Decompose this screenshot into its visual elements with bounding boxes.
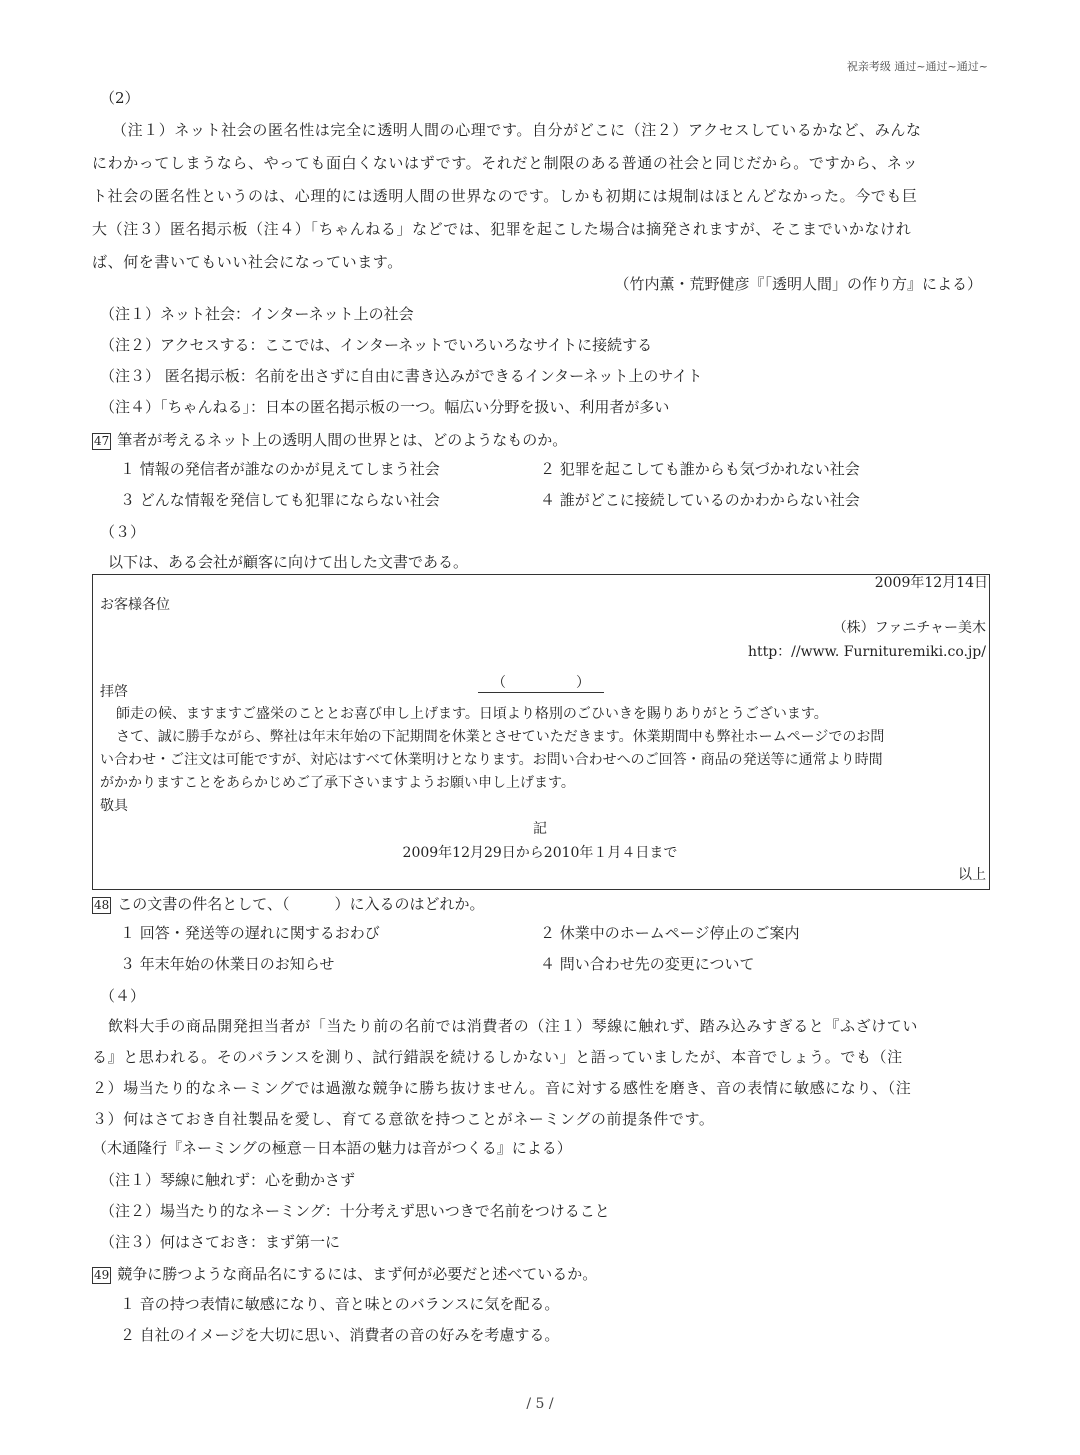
letter-period: 2009年12月29日から2010年１月４日まで — [402, 845, 678, 861]
option-3: ３ 年末年始の休業日のお知らせ — [120, 955, 335, 973]
option-1: １ 音の持つ表情に敏感になり、音と味とのバランスに気を配る。 — [120, 1295, 560, 1313]
question-text: 筆者が考えるネット上の透明人間の世界とは、どのようなものか。 — [117, 431, 568, 449]
option-2: ２ 犯罪を起こしても誰からも気づかれない社会 — [540, 460, 860, 478]
letter-ijo: 以上 — [958, 867, 986, 883]
section-2-paragraph-line: にわかってしまうなら、やっても面白くないはずです。それだと制限のある普通の社会と同じだから。ですから、ネッ — [92, 154, 919, 172]
letter-company: （株）ファニチャー美木 — [832, 620, 986, 636]
section-4-source: （木通隆行『ネーミングの極意－日本語の魅力は音がつくる』による） — [92, 1139, 572, 1157]
section-2-paragraph-line: ト社会の匿名性というのは、心理的には透明人間の世界なのです。しかも初期には規制はほとんどなかった。今でも巨 — [92, 187, 918, 205]
letter-opening: 拝啓 — [100, 684, 128, 700]
question-47 — [92, 430, 567, 450]
question-49 — [92, 1264, 597, 1284]
section-2-note: （注１）ネット社会：インターネット上の社会 — [100, 305, 414, 323]
section-4-paragraph-line: 飲料大手の商品開発担当者が「当たり前の名前では消費者の（注１）琴線に触れず、踏み込みすぎると『ふざけてい — [108, 1017, 919, 1035]
section-3-intro: 以下は、ある会社が顧客に向けて出した文書である。 — [108, 553, 469, 571]
letter-body-line: さて、誠に勝手ながら、弊社は年末年始の下記期間を休業とさせていただきます。休業期間中も弊社ホームページでのお問 — [116, 729, 885, 745]
section-4-note: （注１）琴線に触れず：心を動かさず — [100, 1171, 356, 1189]
letter-closing: 敬具 — [100, 798, 128, 814]
letter-date: 2009年12月14日 — [874, 575, 988, 591]
letter-url: http：//www. Furnituremiki.co.jp/ — [747, 644, 986, 660]
letter-body-line: 師走の候、ますますご盛栄のこととお喜び申し上げます。日頃より格別のごひいきを賜りありがとうございます。 — [116, 706, 828, 722]
section-2-note: （注２）アクセスする：ここでは、インターネットでいろいろなサイトに接続する — [100, 336, 653, 354]
option-4: ４ 問い合わせ先の変更について — [540, 955, 755, 973]
letter-title-blank: （ ） — [478, 674, 604, 693]
section-2-note: （注３） 匿名掲示板：名前を出さずに自由に書き込みができるインターネット上のサイト — [100, 367, 703, 385]
section-4-note: （注２）場当たり的なネーミング：十分考えず思いつきで名前をつけること — [100, 1202, 610, 1220]
letter-ki: 記 — [533, 821, 547, 837]
section-2-label: （2） — [100, 89, 140, 107]
section-4-paragraph-line: ３）何はさておき自社製品を愛し、育てる意欲を持つことがネーミングの前提条件です。 — [92, 1110, 715, 1128]
option-1: １ 情報の発信者が誰なのかが見えてしまう社会 — [120, 460, 440, 478]
question-number: 49 — [94, 1268, 110, 1282]
section-2-paragraph-line: 大（注３）匿名掲示板（注４）「ちゃんねる」などでは、犯罪を起こした場合は摘発されますが、そこまでいかなけれ — [92, 220, 912, 238]
letter-body-line: がかかりますことをあらかじめご了承下さいますようお願い申し上げます。 — [100, 775, 575, 791]
option-3: ３ どんな情報を発信しても犯罪にならない社会 — [120, 491, 440, 509]
question-48 — [92, 894, 484, 914]
section-2-paragraph-line: （注１）ネット社会の匿名性は完全に透明人間の心理です。自分がどこに（注２）アクセスしているかなど、みんな — [112, 121, 922, 139]
option-2: ２ 自社のイメージを大切に思い、消費者の音の好みを考慮する。 — [120, 1326, 560, 1344]
page-number: / 5 / — [526, 1396, 554, 1412]
option-2: ２ 休業中のホームページ停止のご案内 — [540, 924, 800, 942]
section-4-label: （４） — [100, 987, 146, 1005]
letter-body-line: い合わせ・ご注文は可能ですが、対応はすべて休業明けとなります。お問い合わせへのご回答・商品の発送等に通常より時間 — [100, 752, 883, 768]
section-3-label: （３） — [100, 523, 146, 541]
option-1: １ 回答・発送等の遅れに関するおわび — [120, 924, 380, 942]
section-2-source: （竹内薫・荒野健彦『「透明人間」の作り方』による） — [614, 275, 982, 293]
section-4-note: （注３）何はさておき：まず第一に — [100, 1233, 341, 1251]
section-2-paragraph-line: ば、何を書いてもいい社会になっています。 — [92, 253, 403, 271]
header-note: 祝亲考级 通过~通过~通过~ — [846, 60, 988, 73]
question-text: この文書の件名として、（ ）に入るのはどれか。 — [117, 895, 485, 913]
section-4-paragraph-line: ２）場当たり的なネーミングでは過激な競争に勝ち抜けません。音に対する感性を磨き、音の表情に敏感になり、（注 — [92, 1079, 912, 1097]
question-text: 競争に勝つような商品名にするには、まず何が必要だと述べているか。 — [117, 1265, 598, 1283]
section-4-paragraph-line: る』と思われる。そのバランスを測り、試行錯誤を続けるしかない」と語っていましたが、本音でしょう。でも（注 — [92, 1048, 903, 1066]
section-2-note: （注４）「ちゃんねる」：日本の匿名掲示板の一つ。幅広い分野を扱い、利用者が多い — [100, 398, 670, 416]
option-4: ４ 誰がどこに接続しているのかわからない社会 — [540, 491, 860, 509]
question-number: 48 — [94, 898, 110, 912]
question-number: 47 — [94, 434, 110, 448]
letter-addressee: お客様各位 — [100, 597, 170, 613]
